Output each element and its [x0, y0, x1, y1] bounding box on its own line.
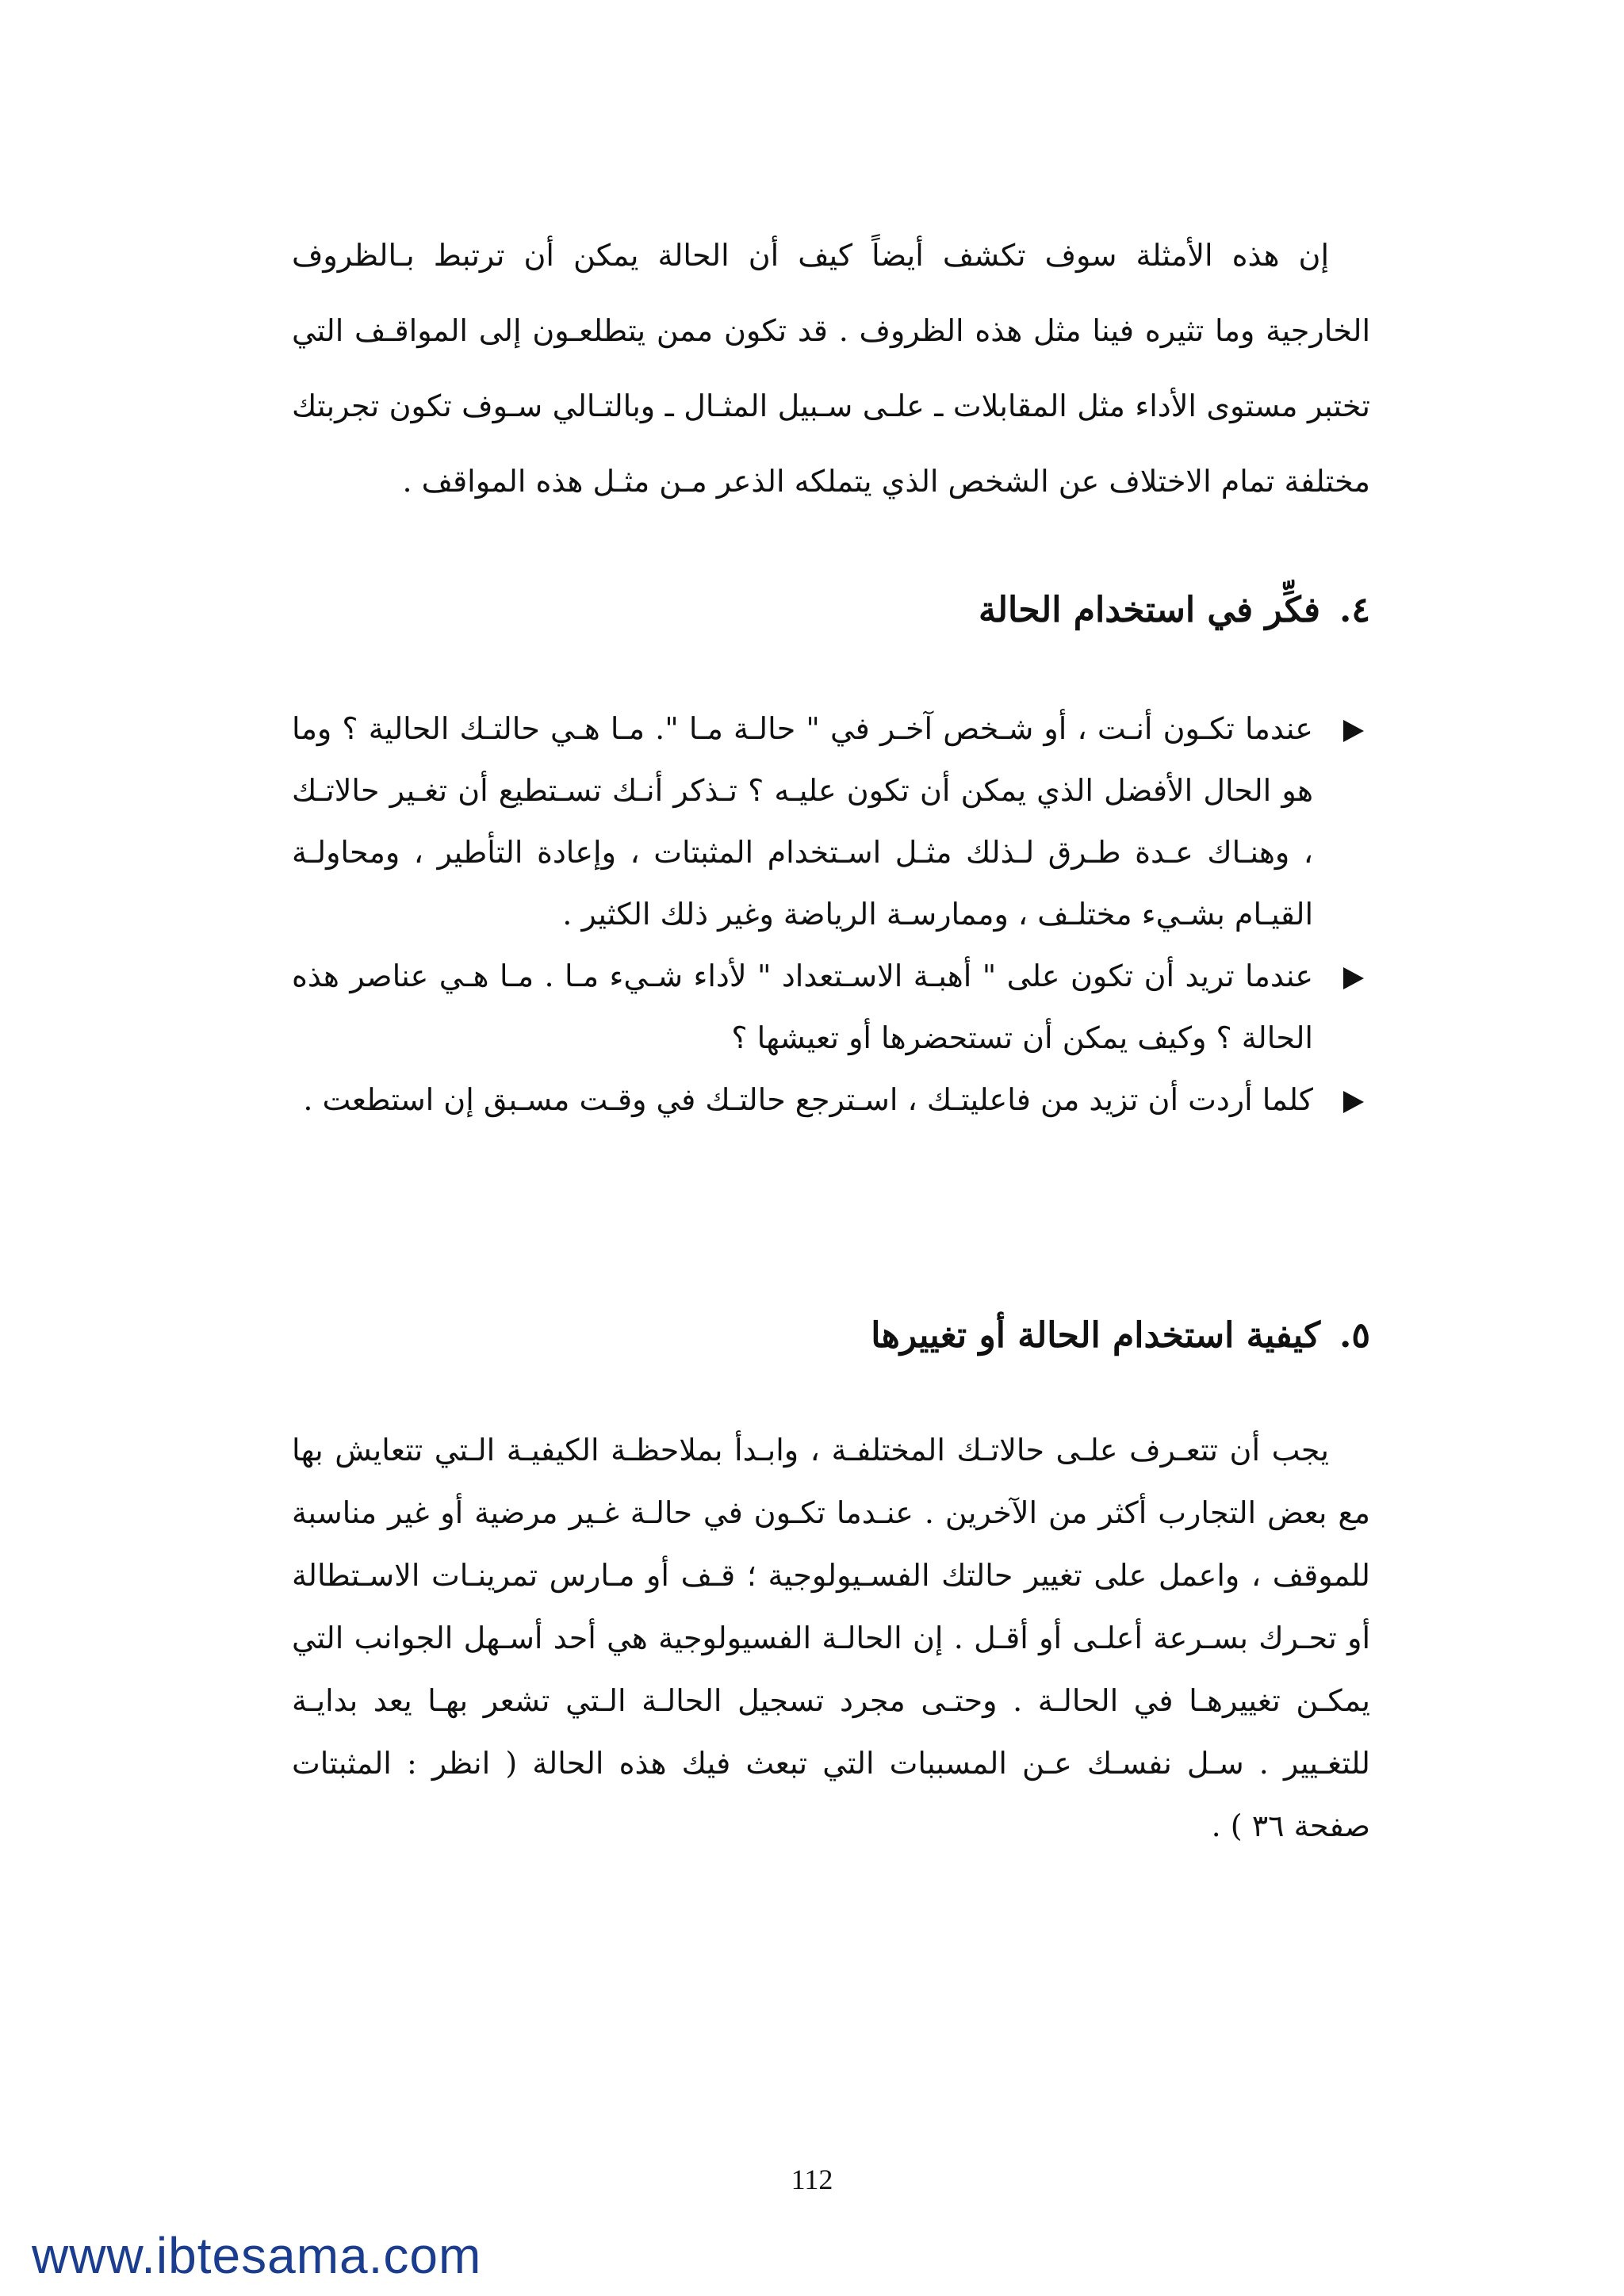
- section-5-heading: [292, 1312, 1370, 1360]
- list-item: [292, 1069, 1370, 1131]
- list-item: [292, 698, 1370, 945]
- page-number: 112: [791, 2164, 833, 2195]
- list-item-text: كلما أردت أن تزيد من فاعليتـك ، اسـترجع حالتـك في وقـت مسـبق إن استطعت .: [303, 1082, 1313, 1117]
- section-4-heading: [292, 587, 1370, 634]
- intro-paragraph: إن هذه الأمثلة سوف تكشف أيضاً كيف أن الحالة يمكن أن ترتبط بـالظروف الخارجية وما تثيره فينا مثل هذه الظروف . قد تكون ممن يتطلعـون إلى المواقـف التي تختبر مستوى الأداء مثل المقابلات ـ علـى سـبيل المثـال ـ وبالتـالي سـوف تكون تجربتك مختلفة تمام الاختلاف عن الشخص الذي يتملكه الذعر مـن مثـل هذه المواقف .: [292, 238, 1370, 499]
- triangle-bullet-icon: [1343, 967, 1364, 989]
- intro-paragraph-block: [292, 218, 1370, 519]
- section-4-title: فكِّر في استخدام الحالة: [978, 590, 1321, 630]
- triangle-bullet-icon: [1343, 1091, 1364, 1113]
- section-4-bullet-list: [292, 698, 1370, 1131]
- list-item-text: عندما تريد أن تكون على " أهبـة الاسـتعداد " لأداء شـيء مـا . مـا هـي عناصر هذه الحالة ؟ وكيف يمكن أن تستحضرها أو تعيشها ؟: [292, 959, 1313, 1055]
- section-4-number: ٤.: [1339, 590, 1370, 630]
- section-5-paragraph-block: [292, 1419, 1370, 1858]
- section-5-title: كيفية استخدام الحالة أو تغييرها: [871, 1315, 1321, 1356]
- section-5-paragraph: يجب أن تتعـرف علـى حالاتـك المختلفـة ، وابـدأ بملاحظـة الكيفيـة الـتي تتعايش بها مع بعض التجارب أكثر من الآخرين . عنـدما تكـون في حالـة غـير مرضية أو غير مناسبة للموقف ، واعمل على تغيير حالتك الفسـيولوجية ؛ قـف أو مـارس تمرينـات الاسـتطالة أو تحـرك بسـرعة أعلـى أو أقـل . إن الحالـة الفسيولوجية هي أحد أسـهل الجوانب التي يمكـن تغييرهـا في الحالـة . وحتـى مجرد تسجيل الحالـة الـتي تشعر بهـا يعد بدايـة للتغـيير . سـل نفسـك عـن المسببات التي تبعث فيك هذه الحالة ( انظر : المثبتات صفحة ٣٦ ) .: [292, 1433, 1370, 1843]
- list-item-text: عندما تكـون أنـت ، أو شـخص آخـر في " حالـة مـا ". مـا هـي حالتـك الحالية ؟ وما هو الحال الأفضل الذي يمكن أن تكون عليـه ؟ تـذكر أنـك تسـتطيع أن تغـير حالاتـك ، وهنـاك عـدة طـرق لـذلك مثـل اسـتخدام المثبتات ، وإعادة التأطير ، ومحاولـة القيـام بشـيء مختلـف ، وممارسـة الرياضة وغير ذلك الكثير .: [292, 711, 1313, 932]
- website-watermark: www.ibtesama.com: [32, 2227, 482, 2284]
- section-5-number: ٥.: [1339, 1315, 1370, 1356]
- list-item: [292, 945, 1370, 1069]
- triangle-bullet-icon: [1343, 720, 1364, 742]
